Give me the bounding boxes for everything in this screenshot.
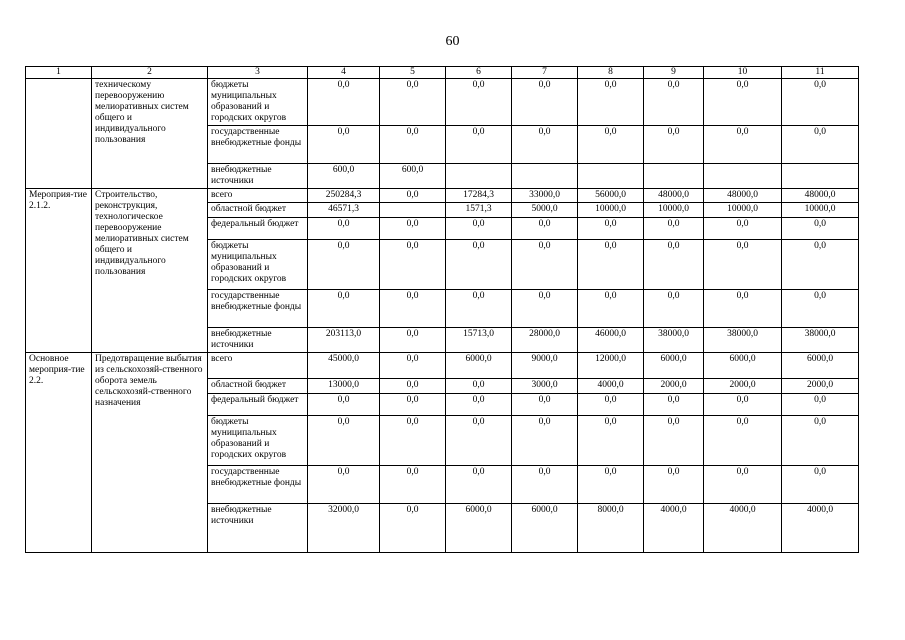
value-cell: 0,0 — [704, 240, 782, 290]
value-cell: 4000,0 — [782, 504, 859, 553]
value-cell: 0,0 — [512, 466, 578, 504]
funding-source-cell: внебюджетные источники — [208, 504, 308, 553]
value-cell: 0,0 — [704, 466, 782, 504]
value-cell: 45000,0 — [308, 353, 380, 379]
value-cell — [578, 164, 644, 189]
value-cell: 0,0 — [782, 466, 859, 504]
value-cell: 6000,0 — [512, 504, 578, 553]
value-cell — [644, 164, 704, 189]
page-number: 60 — [445, 34, 460, 49]
value-cell: 0,0 — [512, 394, 578, 416]
funding-source-cell: государственные внебюджетные фонды — [208, 466, 308, 504]
event-name-cell: Предотвращение выбытия из сельскохозяй-ственного оборота земель сельскохозяй-ственного назначения — [92, 353, 208, 553]
value-cell: 0,0 — [380, 218, 446, 240]
value-cell: 0,0 — [512, 416, 578, 466]
value-cell: 0,0 — [446, 126, 512, 164]
value-cell — [782, 164, 859, 189]
value-cell: 0,0 — [380, 394, 446, 416]
column-header: 3 — [208, 67, 308, 79]
value-cell: 0,0 — [308, 126, 380, 164]
value-cell: 0,0 — [380, 189, 446, 203]
value-cell: 2000,0 — [644, 379, 704, 394]
value-cell: 4000,0 — [644, 504, 704, 553]
value-cell: 203113,0 — [308, 328, 380, 353]
value-cell: 0,0 — [308, 218, 380, 240]
value-cell: 0,0 — [308, 290, 380, 328]
value-cell: 1571,3 — [446, 203, 512, 218]
event-cell: Основное мероприя-тие 2.2. — [26, 353, 92, 553]
value-cell: 0,0 — [380, 290, 446, 328]
column-header: 9 — [644, 67, 704, 79]
column-header: 8 — [578, 67, 644, 79]
funding-source-cell: государственные внебюджетные фонды — [208, 290, 308, 328]
value-cell: 0,0 — [512, 218, 578, 240]
value-cell: 0,0 — [578, 126, 644, 164]
value-cell: 0,0 — [644, 394, 704, 416]
value-cell: 0,0 — [782, 126, 859, 164]
value-cell: 0,0 — [782, 290, 859, 328]
value-cell: 0,0 — [644, 416, 704, 466]
value-cell: 0,0 — [512, 240, 578, 290]
value-cell: 0,0 — [446, 240, 512, 290]
value-cell: 6000,0 — [446, 504, 512, 553]
value-cell: 0,0 — [704, 126, 782, 164]
value-cell: 0,0 — [704, 218, 782, 240]
value-cell: 46000,0 — [578, 328, 644, 353]
value-cell: 0,0 — [644, 126, 704, 164]
funding-source-cell: всего — [208, 353, 308, 379]
funding-source-cell: бюджеты муниципальных образований и городских округов — [208, 79, 308, 126]
value-cell: 0,0 — [446, 466, 512, 504]
value-cell: 38000,0 — [644, 328, 704, 353]
value-cell: 32000,0 — [308, 504, 380, 553]
value-cell — [704, 164, 782, 189]
funding-source-cell: областной бюджет — [208, 379, 308, 394]
value-cell: 0,0 — [446, 379, 512, 394]
funding-source-cell: государственные внебюджетные фонды — [208, 126, 308, 164]
value-cell: 0,0 — [308, 240, 380, 290]
value-cell: 0,0 — [380, 126, 446, 164]
value-cell — [446, 164, 512, 189]
value-cell: 0,0 — [578, 416, 644, 466]
column-header: 7 — [512, 67, 578, 79]
value-cell: 15713,0 — [446, 328, 512, 353]
value-cell: 0,0 — [644, 466, 704, 504]
table-body — [26, 79, 859, 553]
value-cell: 0,0 — [380, 466, 446, 504]
column-header: 11 — [782, 67, 859, 79]
value-cell: 10000,0 — [704, 203, 782, 218]
value-cell: 5000,0 — [512, 203, 578, 218]
value-cell: 38000,0 — [782, 328, 859, 353]
funding-source-cell: федеральный бюджет — [208, 394, 308, 416]
value-cell: 4000,0 — [704, 504, 782, 553]
table-row — [26, 189, 859, 203]
value-cell: 0,0 — [380, 240, 446, 290]
column-header: 2 — [92, 67, 208, 79]
funding-source-cell: внебюджетные источники — [208, 328, 308, 353]
value-cell: 0,0 — [782, 218, 859, 240]
value-cell: 9000,0 — [512, 353, 578, 379]
value-cell: 0,0 — [446, 218, 512, 240]
value-cell: 56000,0 — [578, 189, 644, 203]
value-cell: 0,0 — [308, 394, 380, 416]
column-header: 4 — [308, 67, 380, 79]
column-header: 10 — [704, 67, 782, 79]
column-header: 5 — [380, 67, 446, 79]
value-cell: 0,0 — [308, 79, 380, 126]
value-cell: 0,0 — [704, 290, 782, 328]
value-cell: 33000,0 — [512, 189, 578, 203]
value-cell: 0,0 — [644, 240, 704, 290]
value-cell: 48000,0 — [644, 189, 704, 203]
value-cell: 0,0 — [308, 466, 380, 504]
value-cell: 0,0 — [782, 240, 859, 290]
value-cell: 0,0 — [308, 416, 380, 466]
value-cell: 0,0 — [380, 328, 446, 353]
value-cell: 48000,0 — [782, 189, 859, 203]
table-row — [26, 79, 859, 126]
value-cell: 0,0 — [512, 290, 578, 328]
value-cell: 0,0 — [380, 504, 446, 553]
funding-source-cell: областной бюджет — [208, 203, 308, 218]
value-cell: 3000,0 — [512, 379, 578, 394]
value-cell — [380, 203, 446, 218]
event-cell — [26, 79, 92, 189]
value-cell: 0,0 — [644, 79, 704, 126]
value-cell: 2000,0 — [704, 379, 782, 394]
value-cell: 48000,0 — [704, 189, 782, 203]
value-cell: 2000,0 — [782, 379, 859, 394]
value-cell: 0,0 — [446, 290, 512, 328]
value-cell: 0,0 — [704, 394, 782, 416]
value-cell: 0,0 — [380, 79, 446, 126]
budget-table — [25, 66, 859, 553]
funding-source-cell: бюджеты муниципальных образований и городских округов — [208, 240, 308, 290]
table-row — [26, 353, 859, 379]
value-cell: 0,0 — [644, 290, 704, 328]
value-cell: 0,0 — [578, 218, 644, 240]
value-cell: 0,0 — [644, 218, 704, 240]
value-cell: 6000,0 — [704, 353, 782, 379]
event-name-cell: Строительство, реконструкция, технологическое перевооружение мелиоративных систем общего и индивидуального пользования — [92, 189, 208, 353]
value-cell: 600,0 — [380, 164, 446, 189]
funding-source-cell: бюджеты муниципальных образований и городских округов — [208, 416, 308, 466]
value-cell: 0,0 — [782, 416, 859, 466]
column-header: 6 — [446, 67, 512, 79]
value-cell: 46571,3 — [308, 203, 380, 218]
event-name-cell: техническому перевооружению мелиоративных систем общего и индивидуального пользования — [92, 79, 208, 189]
value-cell: 250284,3 — [308, 189, 380, 203]
value-cell: 0,0 — [578, 290, 644, 328]
value-cell: 0,0 — [446, 79, 512, 126]
value-cell: 0,0 — [446, 416, 512, 466]
value-cell: 0,0 — [446, 394, 512, 416]
value-cell — [512, 164, 578, 189]
value-cell: 0,0 — [380, 353, 446, 379]
funding-source-cell: внебюджетные источники — [208, 164, 308, 189]
value-cell: 0,0 — [380, 379, 446, 394]
value-cell: 0,0 — [782, 394, 859, 416]
value-cell: 12000,0 — [578, 353, 644, 379]
column-header: 1 — [26, 67, 92, 79]
value-cell: 0,0 — [782, 79, 859, 126]
value-cell: 38000,0 — [704, 328, 782, 353]
value-cell: 0,0 — [704, 416, 782, 466]
value-cell: 0,0 — [512, 126, 578, 164]
value-cell: 17284,3 — [446, 189, 512, 203]
value-cell: 0,0 — [578, 79, 644, 126]
value-cell: 0,0 — [380, 416, 446, 466]
value-cell: 10000,0 — [578, 203, 644, 218]
value-cell: 6000,0 — [644, 353, 704, 379]
value-cell: 4000,0 — [578, 379, 644, 394]
value-cell: 0,0 — [578, 466, 644, 504]
value-cell: 0,0 — [704, 79, 782, 126]
value-cell: 0,0 — [578, 240, 644, 290]
value-cell: 600,0 — [308, 164, 380, 189]
value-cell: 6000,0 — [782, 353, 859, 379]
value-cell: 0,0 — [578, 394, 644, 416]
value-cell: 28000,0 — [512, 328, 578, 353]
value-cell: 13000,0 — [308, 379, 380, 394]
funding-source-cell: всего — [208, 189, 308, 203]
value-cell: 6000,0 — [446, 353, 512, 379]
value-cell: 8000,0 — [578, 504, 644, 553]
value-cell: 10000,0 — [644, 203, 704, 218]
value-cell: 0,0 — [512, 79, 578, 126]
funding-source-cell: федеральный бюджет — [208, 218, 308, 240]
value-cell: 10000,0 — [782, 203, 859, 218]
header-row — [26, 67, 859, 79]
event-cell: Мероприя-тие 2.1.2. — [26, 189, 92, 353]
